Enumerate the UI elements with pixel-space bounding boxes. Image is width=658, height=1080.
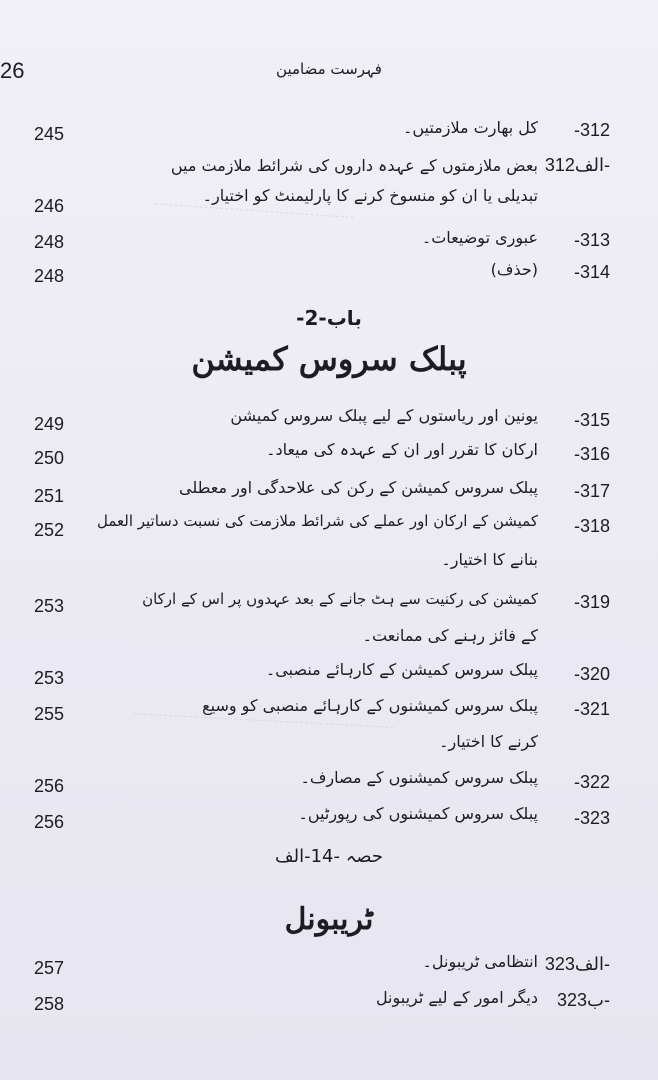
section-title: کل بھارت ملازمتیں۔ [402, 118, 538, 137]
part-title: ٹریبونل [284, 902, 374, 937]
chapter-title: پبلک سروس کمیشن [191, 340, 467, 378]
section-number: -314 [573, 262, 610, 282]
section-title: کمیشن کے ارکان اور عملے کی شرائط ملازمت کی نسبت دساتیر العمل [96, 512, 538, 530]
page-ref: 249 [33, 414, 64, 434]
page-ref: 250 [33, 448, 64, 468]
section-number: 323ب- [557, 990, 610, 1010]
page-ref: 256 [33, 776, 64, 796]
page-ref: 253 [33, 668, 64, 688]
section-title-continued: کرنے کا اختیار۔ [439, 732, 538, 751]
section-title: پبلک سروس کمیشنوں کی رپورٹیں۔ [298, 804, 538, 823]
section-title: عبوری توضیعات۔ [421, 228, 538, 247]
section-number: -316 [573, 444, 610, 464]
section-number: -323 [573, 808, 610, 828]
section-number: -312 [573, 120, 610, 140]
section-title: یونین اور ریاستوں کے لیے پبلک سروس کمیشن [230, 406, 538, 425]
page-ref: 252 [33, 520, 64, 540]
section-title: کمیشن کی رکنیت سے ہٹ جانے کے بعد عہدوں پر اس کے ارکان [142, 590, 538, 608]
page-ref: 258 [33, 994, 64, 1014]
bleed-through-text [126, 713, 393, 867]
section-number: 323الف- [544, 954, 610, 974]
section-title: پبلک سروس کمیشنوں کے کارہائے منصبی کو وسیع [202, 696, 538, 715]
page-number: 26 [0, 58, 25, 83]
page-ref: 253 [33, 596, 64, 616]
section-title: (حذف) [490, 260, 538, 279]
section-title-continued: کے فائز رہنے کی ممانعت۔ [362, 626, 538, 645]
section-number: -313 [573, 230, 610, 250]
section-title-continued: بنانے کا اختیار۔ [441, 550, 538, 569]
section-number: -321 [573, 699, 610, 719]
section-title: بعض ملازمتوں کے عہدہ داروں کی شرائط ملازمت میں [170, 156, 538, 175]
section-title: پبلک سروس کمیشنوں کے مصارف۔ [300, 768, 538, 787]
page-ref: 245 [33, 124, 64, 144]
section-title-continued: تبدیلی یا ان کو منسوخ کرنے کا پارلیمنٹ کو اختیار۔ [202, 186, 538, 205]
section-number: -320 [573, 664, 610, 684]
page-ref: 246 [33, 196, 64, 216]
running-title: فہرست مضامین [276, 60, 382, 78]
section-number: -319 [573, 592, 610, 612]
section-title: انتظامی ٹریبونل۔ [422, 952, 538, 971]
page-ref: 248 [33, 266, 64, 286]
part-label: حصہ -14-الف [274, 846, 384, 867]
section-title: پبلک سروس کمیشن کے کارہائے منصبی۔ [265, 660, 538, 679]
section-title: ارکان کا تقرر اور ان کے عہدہ کی میعاد۔ [266, 440, 538, 459]
page-ref: 248 [33, 232, 64, 252]
page-ref: 256 [33, 812, 64, 832]
section-title: پبلک سروس کمیشن کے رکن کی علاحدگی اور معطلی [179, 478, 538, 497]
section-number: -315 [573, 410, 610, 430]
chapter-label: باب-2- [296, 306, 362, 330]
section-number: 312الف- [544, 155, 610, 175]
section-number: -317 [573, 481, 610, 501]
page-ref: 251 [33, 486, 64, 506]
section-number: -322 [573, 772, 610, 792]
section-title: دیگر امور کے لیے ٹریبونل [375, 988, 538, 1007]
page-ref: 255 [33, 704, 64, 724]
section-number: -318 [573, 516, 610, 536]
page-ref: 257 [33, 958, 64, 978]
